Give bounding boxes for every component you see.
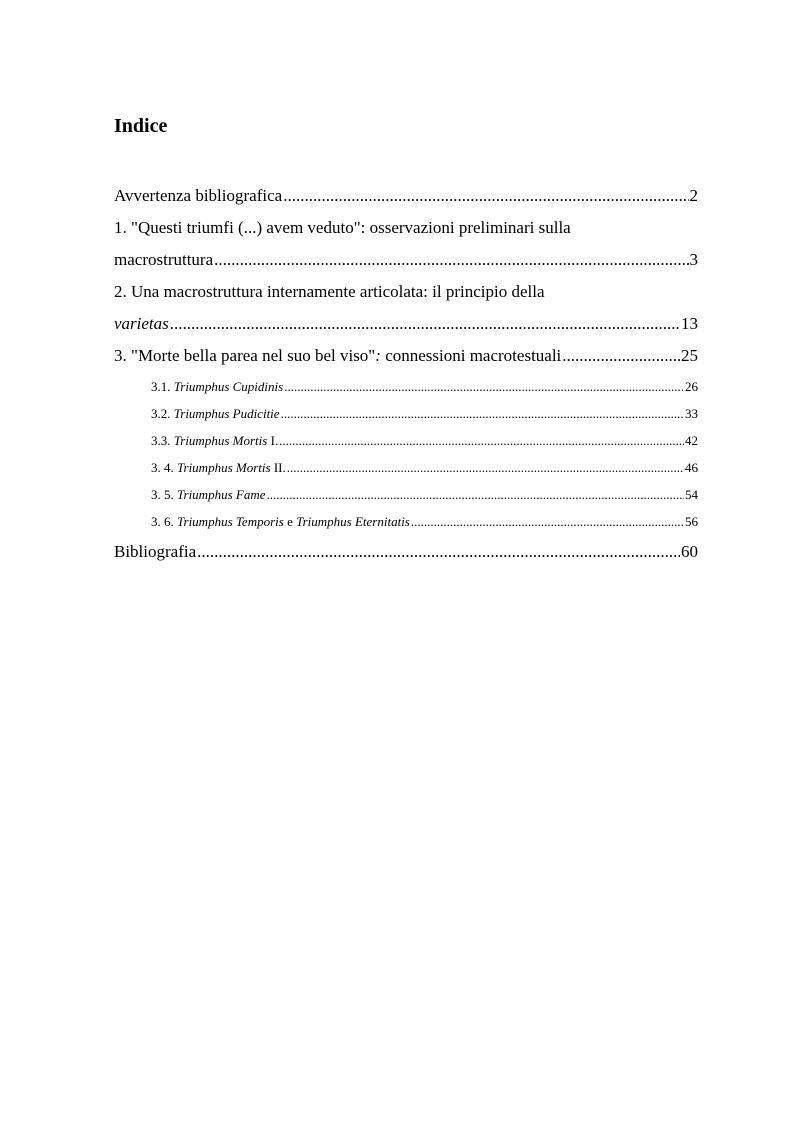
toc-subentry-number: 3. 6. xyxy=(151,514,177,529)
toc-subentry-italic-title: Triumphus Pudicitie xyxy=(173,406,280,421)
toc-subentry-3-2[interactable] xyxy=(114,400,698,427)
toc-entry-title-cont: varietas xyxy=(114,314,169,333)
toc-subentry-italic-title: Triumphus Temporis xyxy=(177,514,284,529)
dot-leader xyxy=(170,308,680,340)
toc-subentry-3-4[interactable] xyxy=(114,454,698,481)
toc-subentry-title xyxy=(151,481,265,508)
table-of-contents xyxy=(114,180,698,568)
toc-page-number: 42 xyxy=(685,433,698,448)
toc-subentry-3-1[interactable] xyxy=(114,373,698,400)
toc-subentry-number: 3.1. xyxy=(151,379,174,394)
toc-subentry-italic-title: Triumphus Mortis xyxy=(173,433,268,448)
toc-entry-title xyxy=(114,340,561,372)
toc-entry-title-part: connessioni macrotestuali xyxy=(380,346,562,365)
toc-subentry-suffix: I. xyxy=(267,433,279,448)
toc-page-number: 56 xyxy=(685,514,698,529)
toc-page-number: 3 xyxy=(689,250,698,269)
dot-leader xyxy=(197,536,680,568)
toc-subentry-3-5[interactable] xyxy=(114,481,698,508)
toc-entry-title: Bibliografia xyxy=(114,542,197,561)
toc-entry-3[interactable] xyxy=(114,340,698,372)
toc-entry-bibliografia[interactable] xyxy=(114,536,698,568)
toc-entry-title-cont: macrostruttura xyxy=(114,250,214,269)
toc-subentry-title xyxy=(151,427,278,454)
toc-subentry-italic-title: Triumphus Mortis xyxy=(177,460,271,475)
toc-subentry-number: 3. 5. xyxy=(151,487,177,502)
toc-page-number: 13 xyxy=(681,314,698,333)
toc-page-number: 60 xyxy=(681,542,698,561)
dot-leader xyxy=(284,373,684,400)
toc-page-number: 46 xyxy=(685,460,698,475)
toc-subentry-title xyxy=(151,400,280,427)
toc-subentry-conjunction: e xyxy=(283,514,297,529)
toc-page-number: 33 xyxy=(685,406,698,421)
toc-subentry-suffix: II. xyxy=(270,460,286,475)
dot-leader xyxy=(283,180,688,212)
dot-leader xyxy=(287,454,684,481)
dot-leader xyxy=(562,340,680,372)
toc-page-number: 25 xyxy=(681,346,698,365)
dot-leader xyxy=(279,427,684,454)
toc-entry-2-line1[interactable] xyxy=(114,276,698,308)
toc-entry-title-italic: : xyxy=(375,346,381,365)
toc-subentry-title xyxy=(151,454,286,481)
toc-subentry-number: 3.2. xyxy=(151,406,174,421)
toc-entry-title: 2. Una macrostruttura internamente articolata: il principio della xyxy=(114,282,545,301)
toc-subentry-title xyxy=(151,373,283,400)
toc-entry-1-line1[interactable] xyxy=(114,212,698,244)
toc-page-number: 2 xyxy=(689,186,698,205)
toc-subentry-italic-title-2: Triumphus Eternitatis xyxy=(296,514,410,529)
dot-leader xyxy=(266,481,684,508)
dot-leader xyxy=(411,508,684,535)
dot-leader xyxy=(214,244,688,276)
page-title: Indice xyxy=(114,115,168,137)
toc-entry-2-line2[interactable] xyxy=(114,308,698,340)
toc-subentry-title xyxy=(151,508,410,535)
toc-subentry-number: 3. 4. xyxy=(151,460,177,475)
toc-entry-title: Avvertenza bibliografica xyxy=(114,186,283,205)
toc-entry-title-part: 3. "Morte bella parea nel suo bel viso" xyxy=(114,346,376,365)
toc-page-number: 26 xyxy=(685,379,698,394)
toc-entry-title: 1. "Questi triumfi (...) avem veduto": osservazioni preliminari sulla xyxy=(114,218,571,237)
toc-subentry-3-6[interactable] xyxy=(114,508,698,535)
toc-subentry-3-3[interactable] xyxy=(114,427,698,454)
toc-entry-1-line2[interactable] xyxy=(114,244,698,276)
toc-subentry-italic-title: Triumphus Fame xyxy=(177,487,266,502)
toc-entry-avvertenza[interactable] xyxy=(114,180,698,212)
toc-subentry-number: 3.3. xyxy=(151,433,174,448)
toc-page-number: 54 xyxy=(685,487,698,502)
dot-leader xyxy=(281,400,684,427)
toc-subentry-italic-title: Triumphus Cupidinis xyxy=(173,379,284,394)
